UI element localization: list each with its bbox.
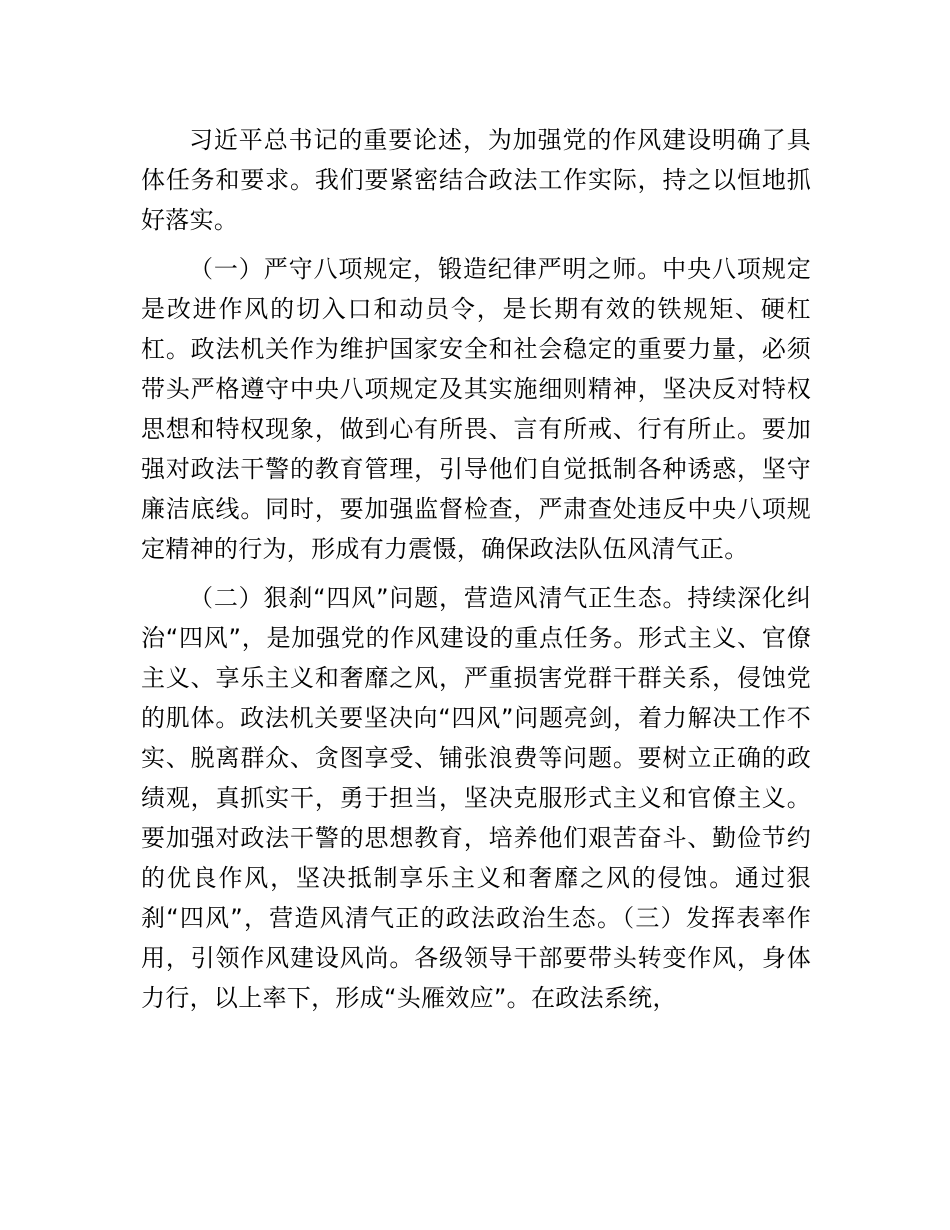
paragraph-section-1: （一）严守八项规定，锻造纪律严明之师。中央八项规定是改进作风的切入口和动员令，是长期有效的铁规矩、硬杠杠。政法机关作为维护国家安全和社会稳定的重要力量，必须带头严格遵守中央八项规定及其实施细则精神，坚决反对特权思想和特权现象，做到心有所畏、言有所戒、行有所止。要加强对政法干警的教育管理，引导他们自觉抵制各种诱惑，坚守廉洁底线。同时，要加强监督检查，严肃查处违反中央八项规定精神的行为，形成有力震慑，确保政法队伍风清气正。 [141,255,811,563]
paragraph-section-2: （二）狠刹“四风”问题，营造风清气正生态。持续深化纠治“四风”，是加强党的作风建设的重点任务。形式主义、官僚主义、享乐主义和奢靡之风，严重损害党群干群关系，侵蚀党的肌体。政法机关要坚决向“四风”问题亮剑，着力解决工作不实、脱离群众、贪图享受、铺张浪费等问题。要树立正确的政绩观，真抓实干，勇于担当，坚决克服形式主义和官僚主义。要加强对政法干警的思想教育，培养他们艰苦奋斗、勤俭节约的优良作风，坚决抵制享乐主义和奢靡之风的侵蚀。通过狠刹“四风”，营造风清气正的政法政治生态。（三）发挥表率作用，引领作风建设风尚。各级领导干部要带头转变作风，身体力行，以上率下，形成“头雁效应”。在政法系统， [141,584,811,1012]
paragraph-intro: 习近平总书记的重要论述，为加强党的作风建设明确了具体任务和要求。我们要紧密结合政法工作实际，持之以恒地抓好落实。 [141,126,811,234]
document-body [141,120,811,1027]
